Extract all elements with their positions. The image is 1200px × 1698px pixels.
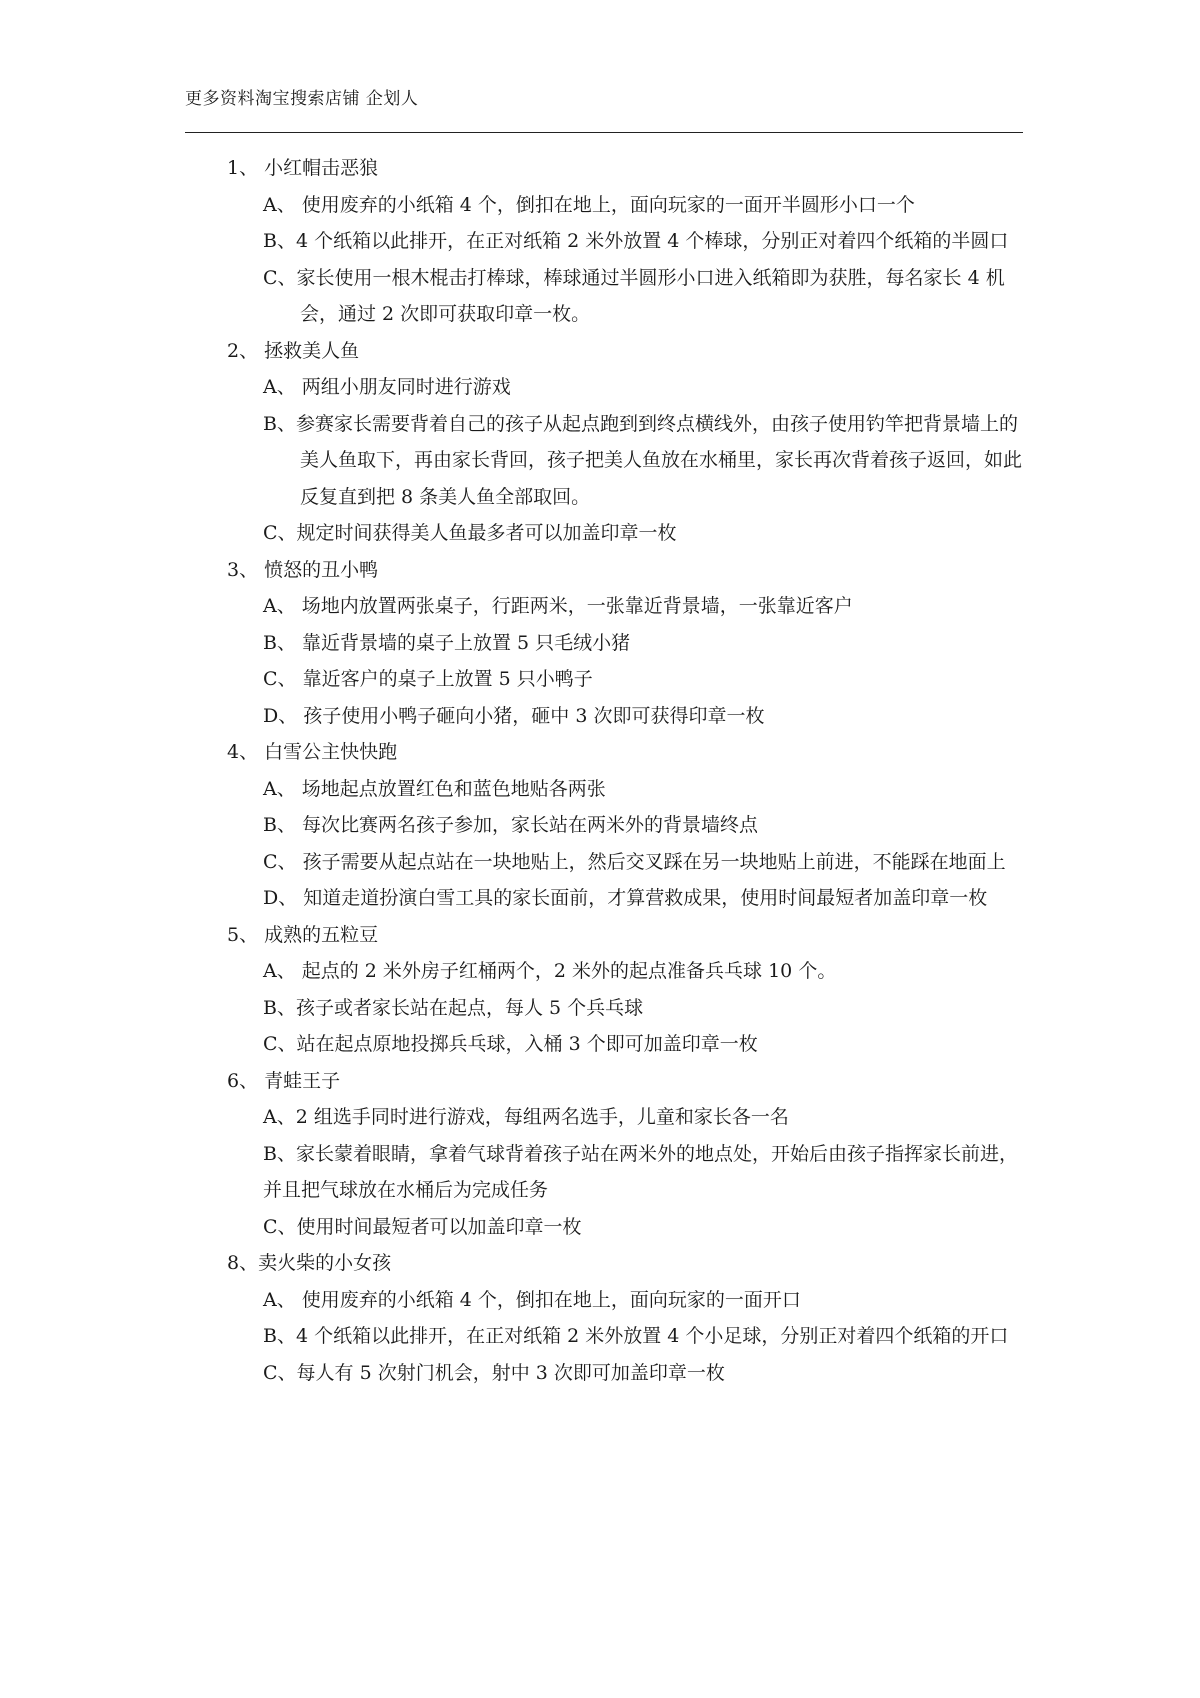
section-title: 2、 拯救美人鱼 bbox=[227, 339, 360, 362]
list-item: D、 知道走道扮演白雪工具的家长面前，才算营救成果，使用时间最短者加盖印章一枚 bbox=[263, 887, 988, 909]
document-body bbox=[185, 150, 1023, 1391]
list-item: B、4 个纸箱以此排开，在正对纸箱 2 米外放置 4 个棒球，分别正对着四个纸箱的半圆口 bbox=[263, 230, 1009, 252]
list-item: B、4 个纸箱以此排开，在正对纸箱 2 米外放置 4 个小足球，分别正对着四个纸箱的开口 bbox=[263, 1325, 1009, 1347]
list-item: B、 每次比赛两名孩子参加，家长站在两米外的背景墙终点 bbox=[263, 814, 759, 836]
section-title: 5、 成熟的五粒豆 bbox=[227, 923, 379, 946]
list-item: C、家长使用一根木棍击打棒球，棒球通过半圆形小口进入纸箱即为获胜，每名家长 4 机会，通过 2 次即可获取印章一枚。 bbox=[263, 266, 1005, 325]
list-item: A、 两组小朋友同时进行游戏 bbox=[263, 376, 511, 398]
section-title: 6、 青蛙王子 bbox=[227, 1069, 341, 1092]
list-item: B、参赛家长需要背着自己的孩子从起点跑到到终点横线外，由孩子使用钓竿把背景墙上的美人鱼取下，再由家长背回，孩子把美人鱼放在水桶里，家长再次背着孩子返回，如此反复直到把 8 条美人鱼全部取回。 bbox=[263, 412, 1023, 508]
list-item: B、 靠近背景墙的桌子上放置 5 只毛绒小猪 bbox=[263, 631, 631, 654]
list-item: C、使用时间最短者可以加盖印章一枚 bbox=[263, 1215, 582, 1238]
list-item: A、 使用废弃的小纸箱 4 个，倒扣在地上，面向玩家的一面开口 bbox=[263, 1288, 801, 1311]
section-title: 8、卖火柴的小女孩 bbox=[227, 1252, 392, 1274]
list-item: A、 使用废弃的小纸箱 4 个，倒扣在地上，面向玩家的一面开半圆形小口一个 bbox=[263, 193, 915, 216]
section-title: 1、 小红帽击恶狼 bbox=[227, 157, 379, 179]
list-item: B、家长蒙着眼睛，拿着气球背着孩子站在两米外的地点处，开始后由孩子指挥家长前进，并且把气球放在水桶后为完成任务 bbox=[263, 1142, 1018, 1201]
list-item: C、 靠近客户的桌子上放置 5 只小鸭子 bbox=[263, 668, 593, 690]
list-item: C、每人有 5 次射门机会，射中 3 次即可加盖印章一枚 bbox=[263, 1361, 725, 1384]
list-item: C、站在起点原地投掷兵乓球，入桶 3 个即可加盖印章一枚 bbox=[263, 1033, 758, 1055]
section-title: 4、 白雪公主快快跑 bbox=[227, 741, 398, 763]
list-item: B、孩子或者家长站在起点，每人 5 个兵乓球 bbox=[263, 996, 644, 1019]
list-item: C、规定时间获得美人鱼最多者可以加盖印章一枚 bbox=[263, 522, 677, 544]
header-divider bbox=[185, 132, 1023, 133]
list-item: D、 孩子使用小鸭子砸向小猪，砸中 3 次即可获得印章一枚 bbox=[263, 704, 765, 727]
list-item: A、 起点的 2 米外房子红桶两个，2 米外的起点准备兵乓球 10 个。 bbox=[263, 960, 837, 982]
section-title: 3、 愤怒的丑小鸭 bbox=[227, 558, 379, 581]
list-item: C、 孩子需要从起点站在一块地贴上，然后交叉踩在另一块地贴上前进，不能踩在地面上 bbox=[263, 850, 1006, 873]
page-header: 更多资料淘宝搜索店铺 企划人 bbox=[185, 89, 419, 109]
list-item: A、 场地内放置两张桌子，行距两米，一张靠近背景墙，一张靠近客户 bbox=[263, 595, 853, 617]
list-item: A、 场地起点放置红色和蓝色地贴各两张 bbox=[263, 777, 606, 800]
list-item: A、2 组选手同时进行游戏，每组两名选手，儿童和家长各一名 bbox=[263, 1106, 789, 1128]
